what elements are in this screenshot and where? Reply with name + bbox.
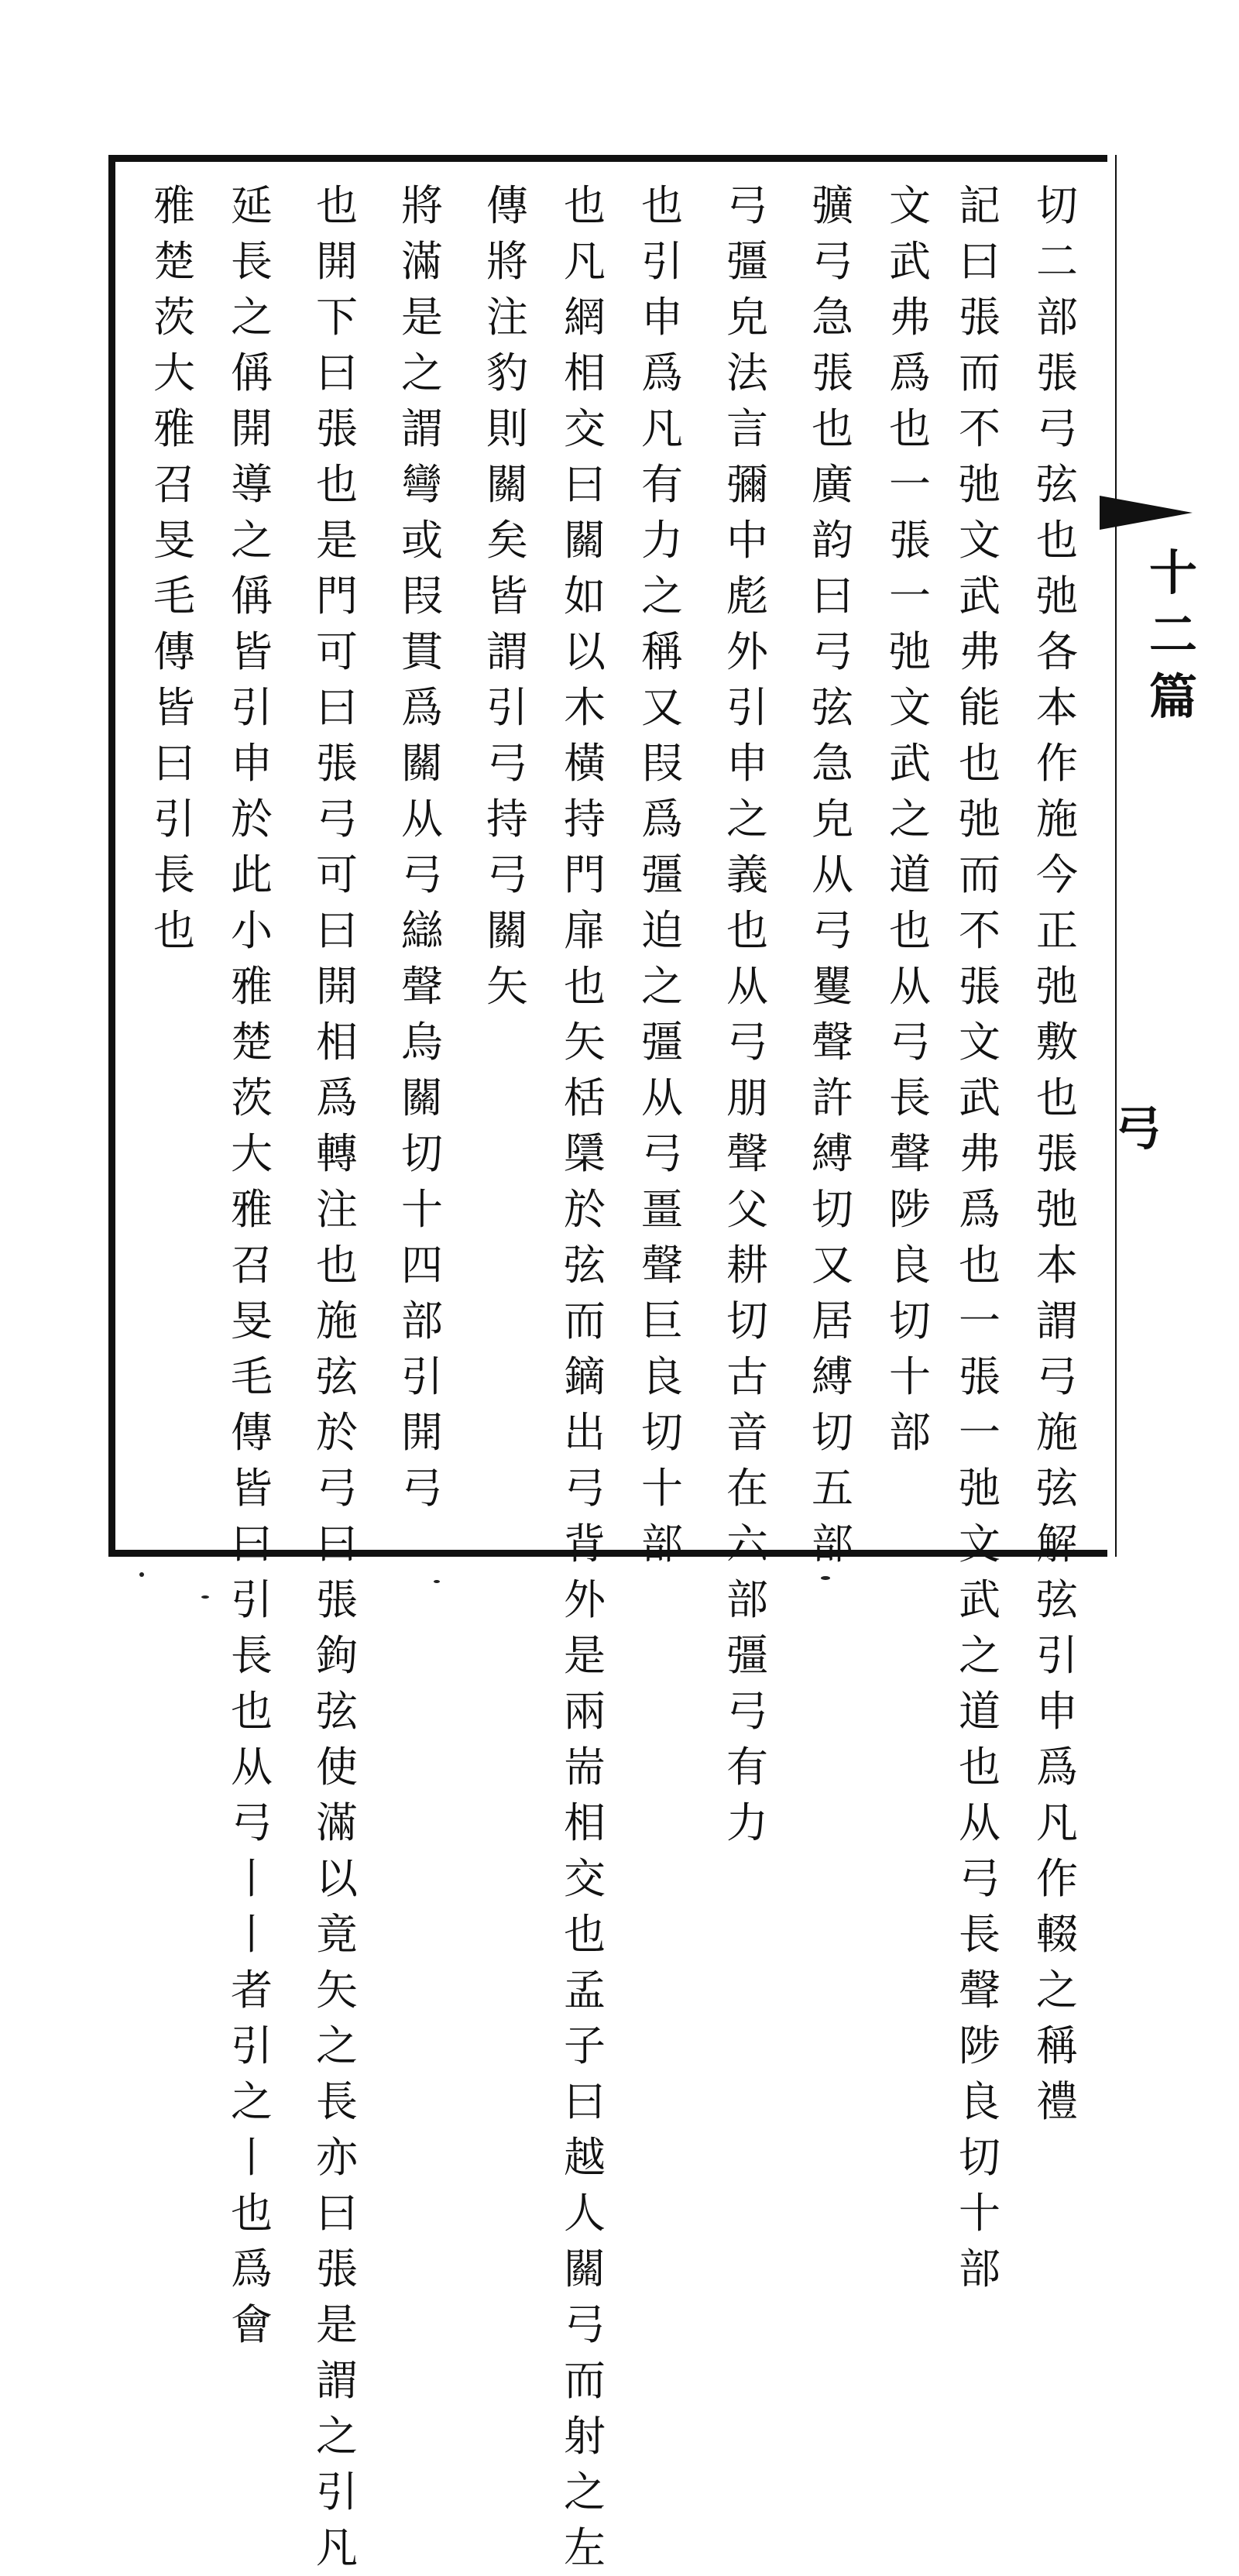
page-mark: 弓: [1115, 1102, 1162, 1156]
column-text: 文武弗爲也一張一弛文武之道也从弓長聲陟良切十部: [889, 181, 931, 1457]
column-text: 也開下曰張也是門可曰張弓可曰開相爲轉注也施弦於弓曰張鉤弦使滿以竟矢之長亦曰張是謂之引凡: [316, 181, 358, 2572]
text-column-9: [395, 178, 449, 1516]
fold-line: [1115, 155, 1117, 1557]
text-column-2: [952, 178, 1007, 2297]
text-column-8: [480, 178, 534, 1015]
text-column-12: [147, 178, 201, 959]
text-column-1: [1030, 178, 1084, 2130]
text-column-5: [720, 178, 774, 1851]
column-text: 彍弓急張也廣韵曰弓弦急皃从弓矍聲許縛切又居縛切五部: [812, 181, 853, 1568]
column-text: 雅楚茨大雅召旻毛傳皆曰引長也: [153, 181, 195, 955]
column-text: 也凡網相交曰關如以木橫持門扉也矢栝檃於弦而鏑出弓背外是兩耑相交也孟子曰越人關弓而射之左: [564, 181, 606, 2572]
column-text: 記曰張而不弛文武弗能也弛而不張文武弗爲也一張一弛文武之道也从弓長聲陟良切十部: [959, 181, 1000, 2293]
ink-speck: [201, 1595, 209, 1599]
ink-speck: [139, 1572, 144, 1577]
ink-speck: [821, 1576, 830, 1580]
text-column-10: [310, 178, 364, 2576]
text-column-7: [558, 178, 612, 2576]
column-text: 將滿是之謂彎或叚貫爲關从弓䜌聲烏關切十四部引開弓: [401, 181, 443, 1513]
text-column-11: [225, 178, 279, 2353]
text-column-6: [635, 178, 689, 1572]
fishtail-mark: [1100, 496, 1193, 530]
column-text: 弓彊皃法言彌中彪外引申之義也从弓朋聲父耕切古音在六部彊弓有力: [726, 181, 768, 1847]
margin-label: [1146, 542, 1200, 728]
ink-speck: [434, 1580, 440, 1583]
column-text: 傳將注豹則關矣皆謂引弓持弓關矢: [486, 181, 528, 1011]
column-text: 延長之偁開導之偁皆引申於此小雅楚茨大雅召旻毛傳皆曰引長也从弓丨丨者引之丨也爲會: [231, 181, 273, 2349]
text-column-3: [883, 178, 937, 1461]
column-text: 也引申爲凡有力之稱又叚爲彊迫之彊从弓畺聲巨良切十部: [641, 181, 683, 1568]
column-text: 切二部張弓弦也弛各本作施今正弛敷也張弛本謂弓施弦解弦引申爲凡作輟之稱禮: [1036, 181, 1078, 2126]
margin-label-text: 十二篇: [1148, 544, 1197, 725]
text-column-4: [805, 178, 860, 1572]
